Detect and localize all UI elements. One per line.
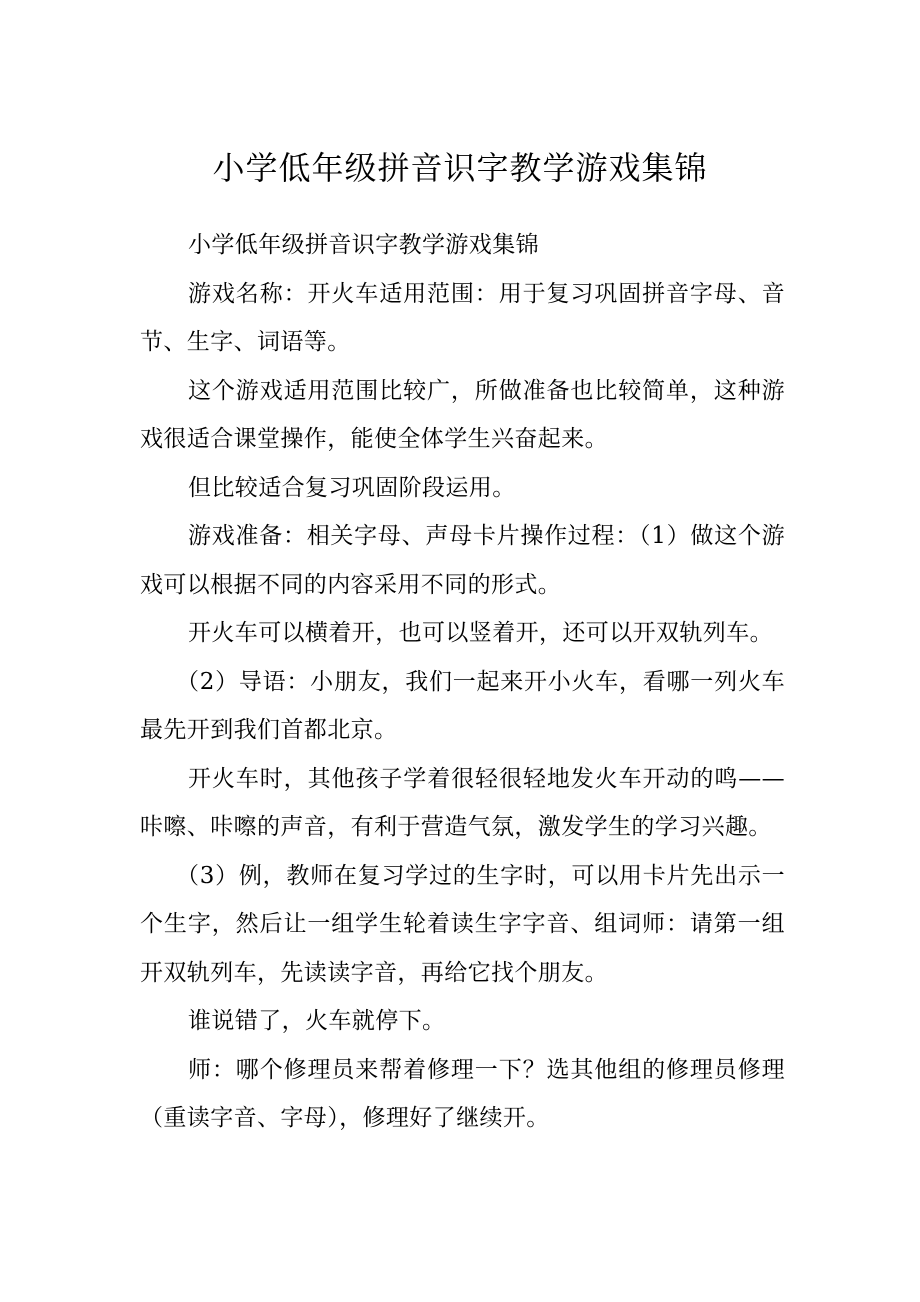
paragraph-train-stops: 谁说错了，火车就停下。 xyxy=(188,1008,446,1034)
paragraph-scope: 这个游戏适用范围比较广，所做准备也比较简单，这种游戏很适合课堂操作，能使全体学生兴奋起来。 xyxy=(140,377,785,452)
paragraph-example-step-3: （3）例，教师在复习学过的生字时，可以用卡片先出示一个生字，然后让一组学生轮着读生字字音、组词师：请第一组开双轨列车，先读读字音，再给它找个朋友。 xyxy=(140,862,785,986)
paragraph-review-stage: 但比较适合复习巩固阶段运用。 xyxy=(188,474,516,501)
document-title: 小学低年级拼音识字教学游戏集锦 xyxy=(212,149,708,187)
paragraph-train-sound: 开火车时，其他孩子学着很轻很轻地发火车开动的鸣——咔嚓、咔嚓的声音，有利于营造气氛，激发学生的学习兴趣。 xyxy=(140,765,785,840)
paragraph-subtitle: 小学低年级拼音识字教学游戏集锦 xyxy=(188,232,539,258)
paragraph-game-name: 游戏名称：开火车适用范围：用于复习巩固拼音字母、音节、生字、词语等。 xyxy=(140,280,785,355)
paragraph-intro-step-2: （2）导语：小朋友，我们一起来开小火车，看哪一列火车最先开到我们首都北京。 xyxy=(140,668,785,743)
paragraph-train-forms: 开火车可以横着开，也可以竖着开，还可以开双轨列车。 xyxy=(188,620,773,646)
paragraph-repair: 师：哪个修理员来帮着修理一下？选其他组的修理员修理（重读字音、字母），修理好了继续开。 xyxy=(140,1056,785,1131)
document-body xyxy=(140,221,785,1143)
paragraph-preparation: 游戏准备：相关字母、声母卡片操作过程：（1）做这个游戏可以根据不同的内容采用不同的形式。 xyxy=(140,523,785,598)
